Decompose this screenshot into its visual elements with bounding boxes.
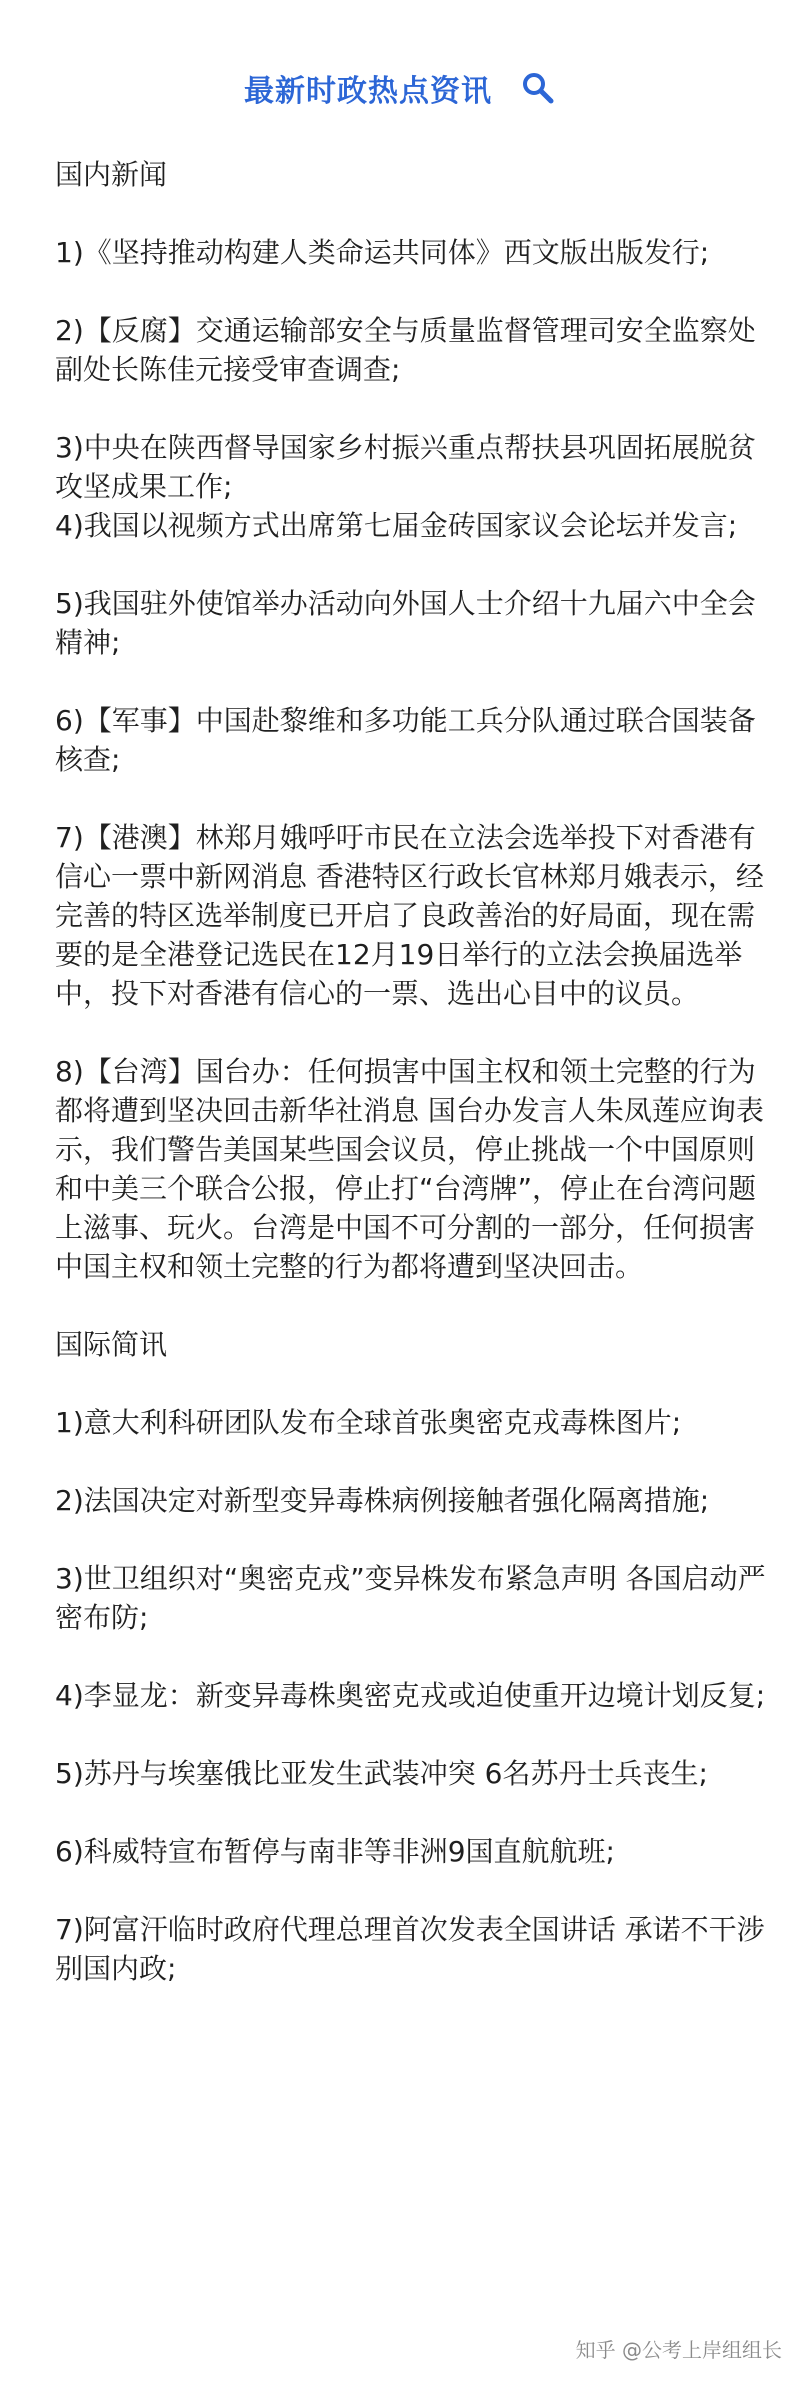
news-item: 2)【反腐】交通运输部安全与质量监督管理司安全监察处副处长陈佳元接受审查调查; — [55, 314, 756, 386]
news-item: 7)【港澳】林郑月娥呼吁市民在立法会选举投下对香港有信心一票中新网消息 香港特区行政长官林郑月娥表示，经完善的特区选举制度已开启了良政善治的好局面，现在需要的是全港登记选民在12月19日举行的立法会换届选举中，投下对香港有信心的一票、选出心目中的议员。 — [55, 821, 764, 1010]
news-item: 1)《坚持推动构建人类命运共同体》西文版出版发行; — [55, 236, 710, 269]
page-title: 最新时政热点资讯 — [244, 74, 492, 109]
news-item: 3)世卫组织对“奥密克戎”变异株发布紧急声明 各国启动严密布防; — [55, 1562, 766, 1634]
news-item: 4)我国以视频方式出席第七届金砖国家议会论坛并发言; — [55, 509, 738, 542]
news-item: 2)法国决定对新型变异毒株病例接触者强化隔离措施; — [55, 1484, 710, 1517]
watermark: 知乎 @公考上岸组组长 — [575, 2338, 782, 2362]
news-item: 1)意大利科研团队发布全球首张奥密克戎毒株图片; — [55, 1406, 682, 1439]
news-item: 7)阿富汗临时政府代理总理首次发表全国讲话 承诺不干涉别国内政; — [55, 1913, 765, 1985]
article-body — [55, 155, 770, 2027]
section-title-domestic: 国内新闻 — [55, 158, 168, 191]
news-item: 6)科威特宣布暂停与南非等非洲9国直航航班; — [55, 1835, 615, 1868]
news-item: 8)【台湾】国台办：任何损害中国主权和领土完整的行为都将遭到坚决回击新华社消息 国台办发言人朱凤莲应询表示，我们警告美国某些国会议员，停止挑战一个中国原则和中美三个联合公报，停止打“台湾牌”，停止在台湾问题上滋事、玩火。台湾是中国不可分割的一部分，任何损害中国主权和领土完整的行为都将遭到坚决回击。 — [55, 1055, 764, 1283]
news-item: 6)【军事】中国赴黎维和多功能工兵分队通过联合国装备核查; — [55, 704, 756, 776]
news-item: 5)我国驻外使馆举办活动向外国人士介绍十九届六中全会精神; — [55, 587, 756, 659]
section-title-international: 国际简讯 — [55, 1328, 168, 1361]
news-item: 4)李显龙：新变异毒株奥密克戎或迫使重开边境计划反复; — [55, 1679, 766, 1712]
page-header — [0, 58, 800, 118]
search-icon[interactable] — [520, 70, 556, 106]
news-item: 5)苏丹与埃塞俄比亚发生武装冲突 6名苏丹士兵丧生; — [55, 1757, 708, 1790]
news-item: 3)中央在陕西督导国家乡村振兴重点帮扶县巩固拓展脱贫攻坚成果工作; — [55, 431, 756, 503]
